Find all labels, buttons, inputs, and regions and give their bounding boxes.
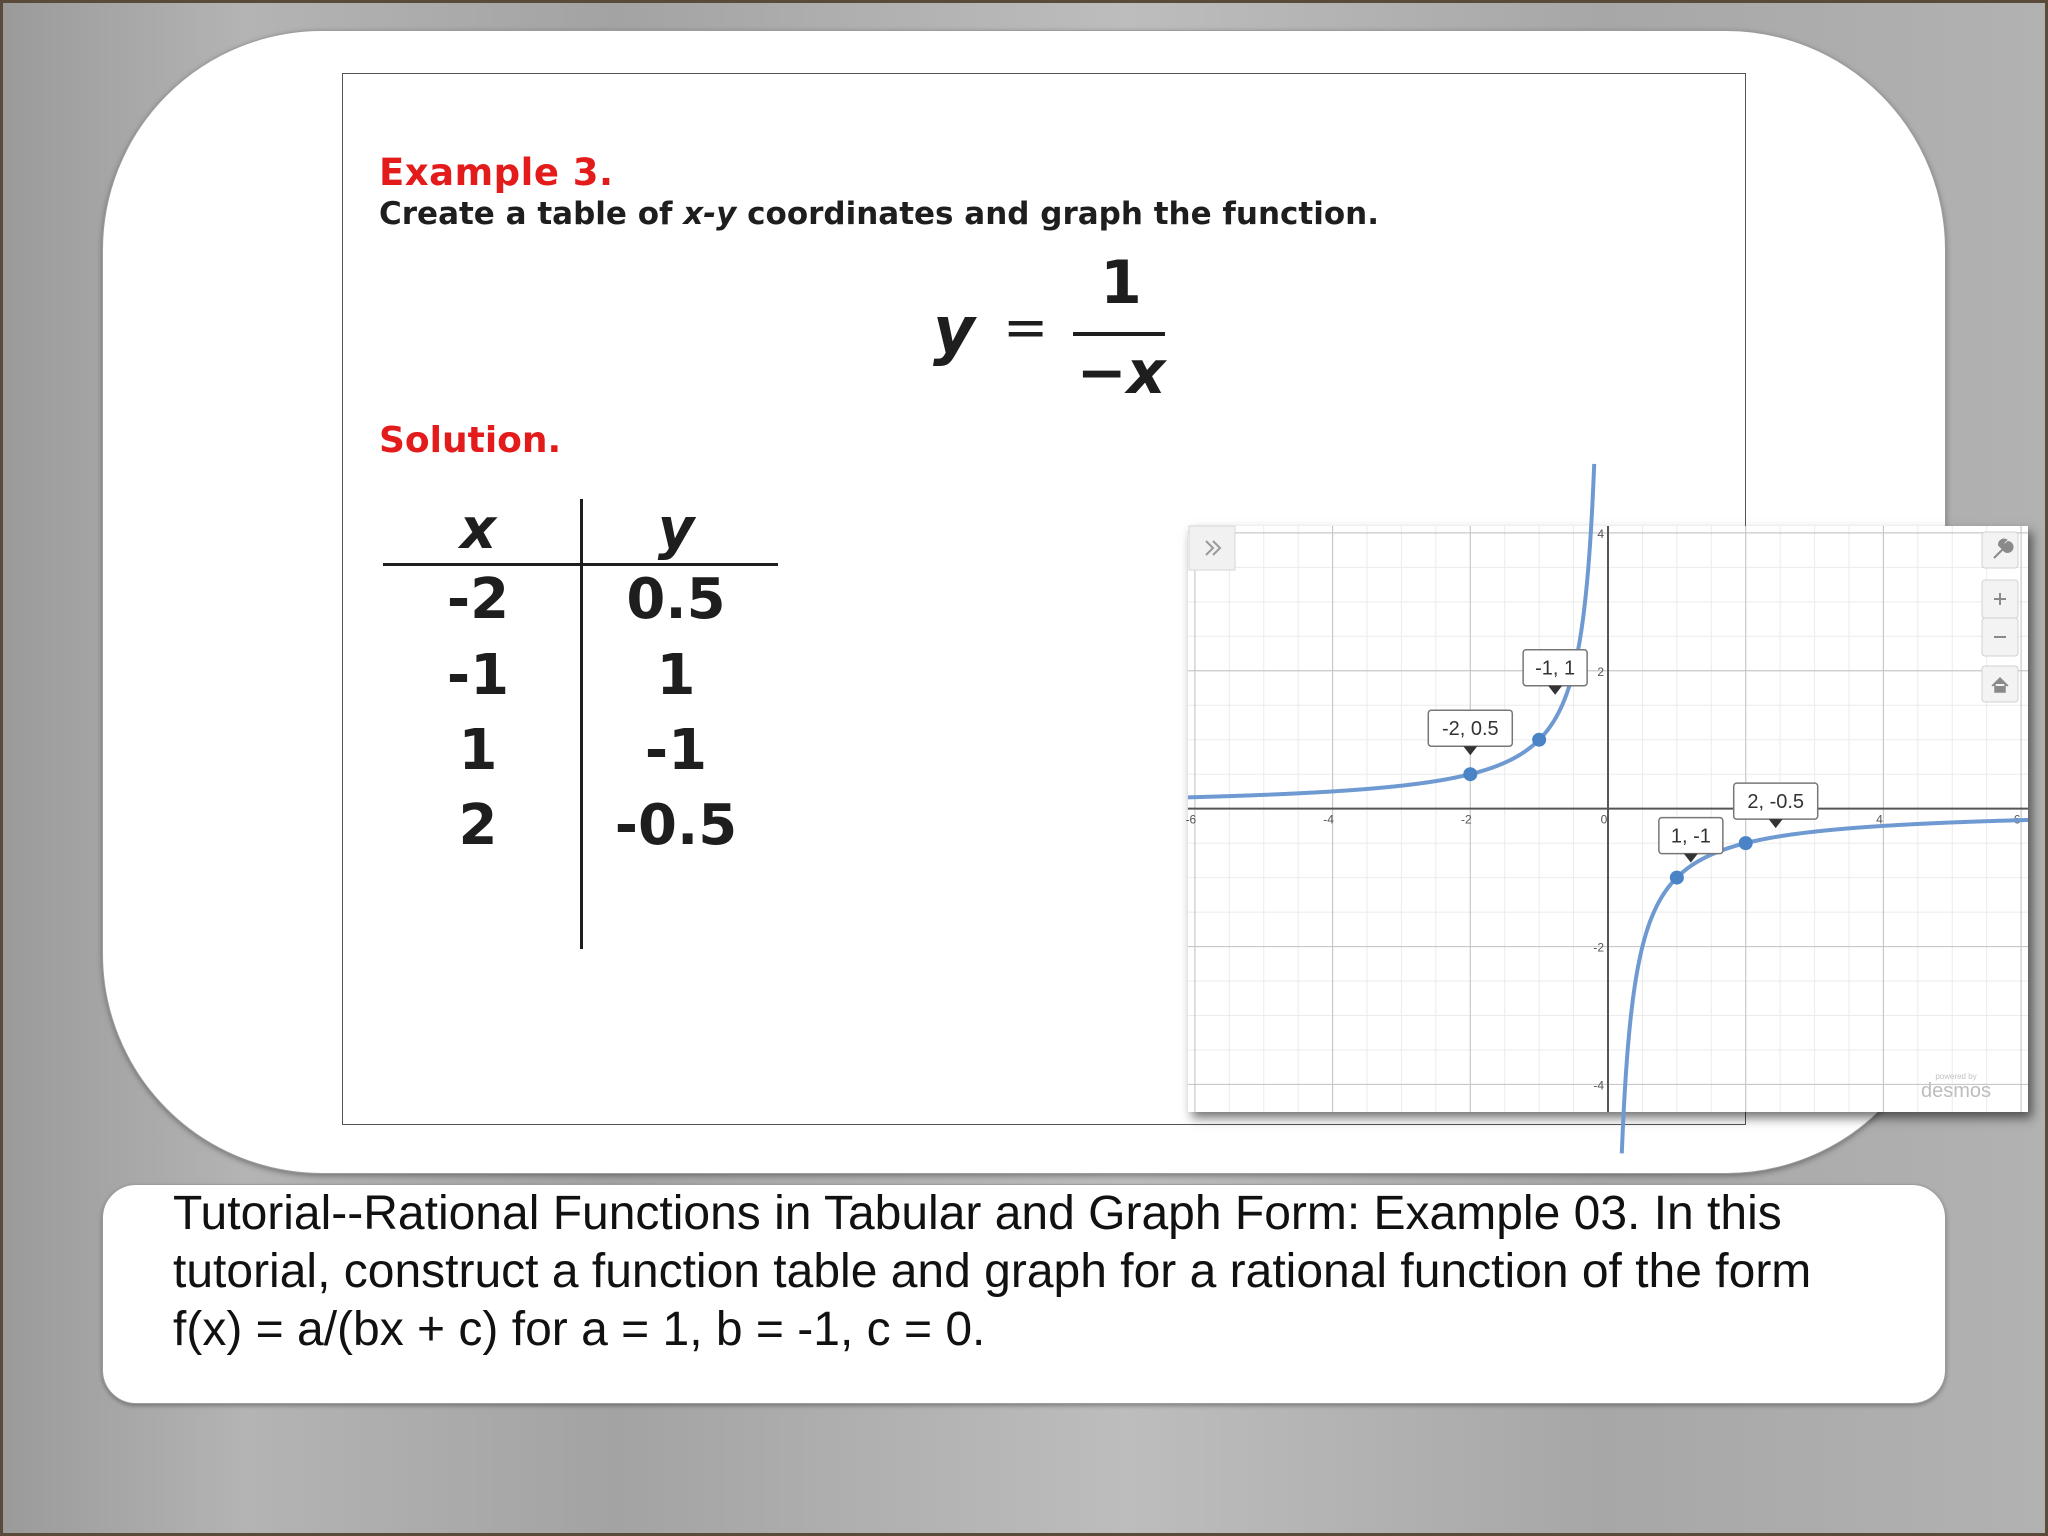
table-cell: 0.5 (626, 567, 726, 632)
curve-branch-left (1188, 464, 1594, 797)
y-tick-label: -2 (1593, 940, 1604, 955)
equation-numerator: 1 (1100, 248, 1142, 318)
table-cell: 2 (458, 793, 498, 858)
zoom-in-button[interactable] (1982, 580, 2018, 618)
table-cell: -0.5 (614, 793, 738, 858)
point-label: -2, 0.5 (1441, 718, 1499, 741)
data-point (1670, 871, 1684, 885)
table-cell: 1 (458, 718, 498, 783)
zoom-out-button[interactable] (1982, 618, 2018, 656)
table-cell: -1 (644, 718, 708, 783)
instruction-pre: Create a table of (379, 196, 684, 232)
slide-content (342, 73, 2021, 1125)
data-points (1428, 650, 1817, 885)
point-label: 2, -0.5 (1747, 791, 1805, 814)
equation-equals: = (1003, 296, 1049, 359)
caption-text: Tutorial--Rational Functions in Tabular and Graph Form: Example 03. In this tutorial, construct a function table and graph for a rational function of the form f(x) = a/(bx + c) for a = 1, b = -1, c = 0. (173, 1187, 1812, 1356)
graph-canvas[interactable] (1185, 526, 2028, 1112)
data-point (1532, 733, 1546, 747)
instruction-text (379, 196, 1379, 232)
point-label-pointer (1548, 686, 1562, 695)
caption-card (102, 1184, 1946, 1404)
table-cell: -2 (446, 567, 510, 632)
data-point (1739, 836, 1753, 850)
point-label: -1, 1 (1535, 657, 1576, 680)
table-cell: 1 (656, 643, 696, 708)
equation-denominator: −x (1076, 338, 1166, 408)
equation-lhs: y (933, 294, 975, 368)
table-header-y: y (657, 497, 695, 562)
example-title: Example 3. (379, 151, 614, 194)
x-tick-label: 4 (1876, 812, 1883, 827)
instruction-variable: x-y (683, 196, 737, 232)
instruction-post: coordinates and graph the function. (736, 196, 1380, 232)
axes (1185, 526, 2028, 1112)
expand-panel-button[interactable] (1189, 526, 1235, 570)
table-header-x: x (459, 497, 497, 562)
xy-table (383, 499, 778, 964)
y-tick-label: -4 (1593, 1078, 1604, 1093)
desmos-watermark: desmos (1920, 1080, 1992, 1102)
point-label-pointer (1463, 746, 1477, 755)
x-tick-label: 6 (2013, 812, 2021, 827)
point-label: 1, -1 (1670, 825, 1711, 848)
graph-panel[interactable] (1185, 526, 2028, 1112)
fraction-bar (1073, 332, 1165, 336)
curve-branch-right (1622, 820, 2028, 1153)
y-tick-label: 2 (1597, 664, 1604, 679)
table-divider-horizontal (383, 563, 778, 566)
table-cell: -1 (446, 643, 510, 708)
watermark-small: powered by (1935, 1072, 1977, 1081)
graph-settings-button[interactable] (1982, 532, 2018, 568)
x-tick-label: -2 (1460, 812, 1472, 827)
default-viewport-button[interactable] (1982, 666, 2018, 702)
y-tick-label: 4 (1597, 526, 1604, 541)
x-tick-label: -6 (1185, 812, 1197, 827)
data-point (1463, 767, 1477, 781)
x-tick-label: 0 (1600, 812, 1608, 827)
function-equation (933, 248, 1173, 414)
x-tick-label: -4 (1323, 812, 1334, 827)
solution-title: Solution. (379, 420, 562, 461)
